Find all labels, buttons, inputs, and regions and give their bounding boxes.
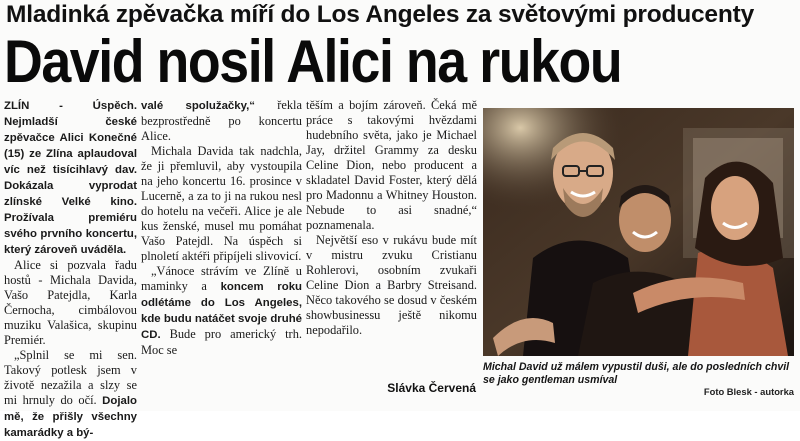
paragraph: Největší eso v rukávu bude mít v mistru zvuku Cristianu Rohlerovi, osobním zvukaři Celine Dion a Barbry Streisand. Něco takového se dosud v českém showbusinessu ještě nikomu nepodařilo.	[306, 233, 477, 337]
paragraph: těším a bojím zároveň. Čeká mě práce s takovými hvězdami hudebního světa, jako je Michael Jay, držitel Grammy za desku Celine Dion, nebo producent a skladatel David Foster, který dělá pro Madonnu a Whitney Houston. Nebude to asi snadné,“ poznamenala.	[306, 98, 477, 232]
paragraph: Michala Davida tak nadchla, že ji přemluvil, aby vystoupila na jeho koncertu 16. prosince v Lucerně, a za to ji na rukou nesl do hotelu na večeři. Alice je ale kus ženské, musel mu pomáhat Vašo Patejdl. Na úspěch si plnoletí aktéři připíjeli slivovicí.	[141, 144, 302, 263]
quote-text: Bude pro americký trh. Moc se	[141, 327, 302, 357]
paragraph	[141, 98, 302, 144]
quote-bold: koncem roku odlétáme do Los Angeles, kde budu natáčet svoje druhé CD.	[141, 281, 302, 341]
article-column-1	[4, 98, 137, 441]
paragraph	[4, 348, 137, 441]
photo-illustration	[483, 108, 794, 356]
kicker-headline: Mladinká zpěvačka míří do Los Angeles za světovými producenty	[6, 1, 754, 28]
photo-credit: Foto Blesk - autorka	[703, 386, 794, 397]
quote-bold: valé spolužačky,“	[141, 100, 255, 112]
lead-text: ZLÍN - Úspěch. Nejmladší české zpěvačce Alici Konečné (15) ze Zlína aplaudoval víc než tisícihlavý dav. Dokázala vyprodat zlínské Velké kino. Prožívala premiéru svého prvního koncertu, který zároveň uváděla.	[4, 100, 137, 256]
paragraph: Alice si pozvala řadu hostů - Michala Davida, Vašo Patejdla, Karla Černocha, cimbálovou muziku Valašica, skupinu Premiér.	[4, 258, 137, 347]
lead-paragraph	[4, 98, 137, 258]
quote-text: „Vánoce strávím ve Zlíně u maminky a	[141, 264, 302, 293]
main-headline: David nosil Alici na rukou	[4, 28, 622, 95]
paragraph	[141, 264, 302, 358]
article-photo	[483, 108, 794, 356]
quote-bold: Dojalo mě, že přišly všechny kamarádky a bý-	[4, 395, 137, 439]
quote-text: „Splnil se mi sen. Takový potlesk jsem v životě nezažila a slzy se mi hrnuly do očí.	[4, 348, 137, 407]
article-column-3	[306, 98, 477, 338]
article-column-2	[141, 98, 302, 358]
photo-caption: Michal David už málem vypustil duši, ale do posledních chvil se jako gentleman usmíval	[483, 361, 790, 386]
paragraph-text: řekla bezprostředně po koncertu Alice.	[141, 98, 302, 143]
author-byline: Slávka Červená	[387, 381, 476, 395]
